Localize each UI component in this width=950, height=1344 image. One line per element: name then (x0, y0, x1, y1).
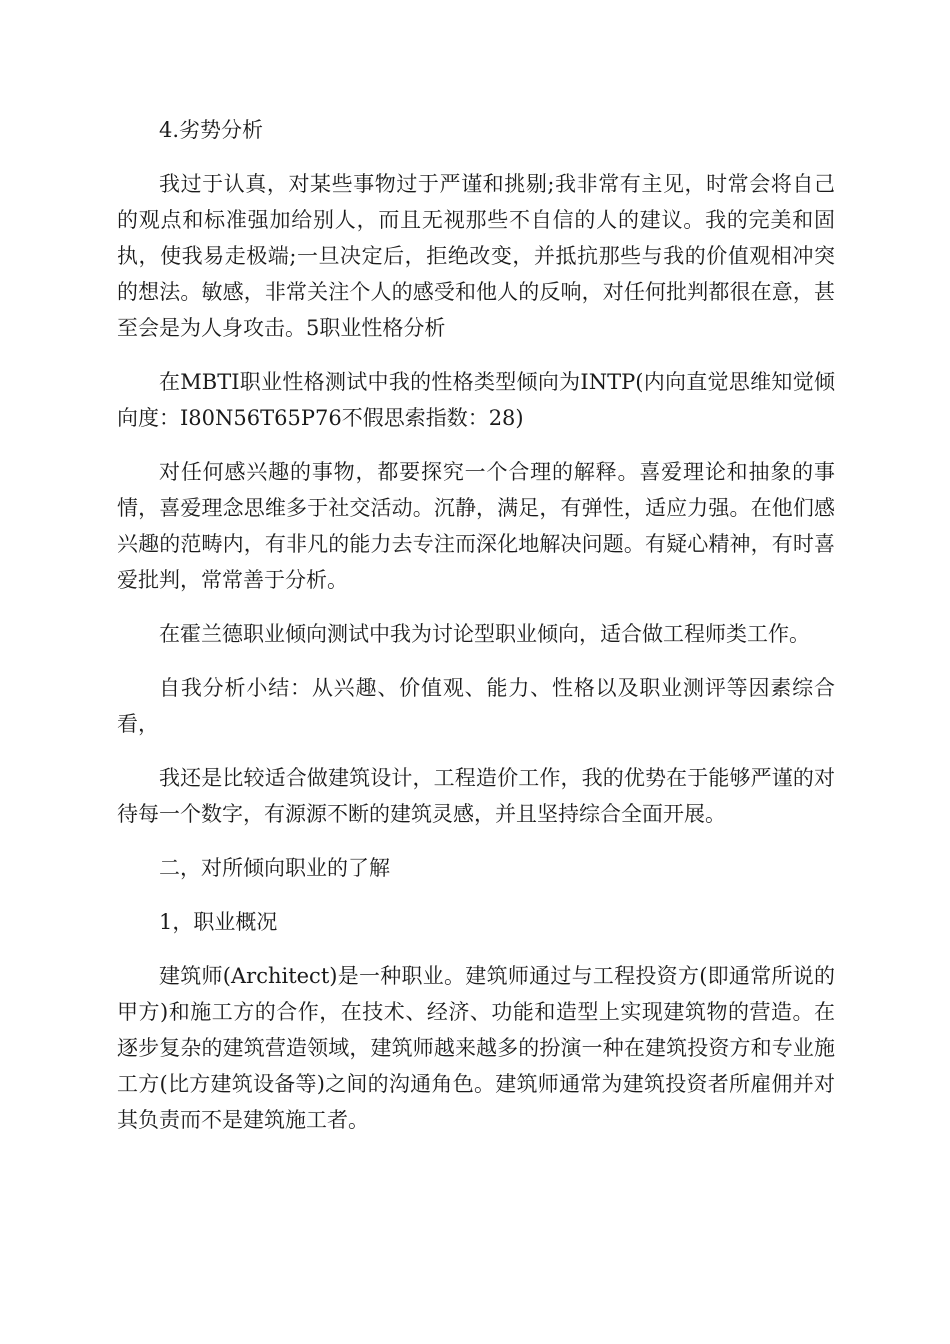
paragraph-holland-result: 在霍兰德职业倾向测试中我为讨论型职业倾向，适合做工程师类工作。 (159, 622, 810, 646)
heading-career-understanding: 二，对所倾向职业的了解 (159, 856, 390, 880)
paragraph-intp-description: 对任何感兴趣的事物，都要探究一个合理的解释。喜爱理论和抽象的事情，喜爱理念思维多于社交活动。沉静，满足，有弹性，适应力强。在他们感兴趣的范畴内，有非凡的能力去专注而深化地解决问题。有疑心精神，有时喜爱批判，常常善于分析。 (117, 460, 835, 592)
paragraph-weakness-details: 我过于认真，对某些事物过于严谨和挑剔;我非常有主见，时常会将自己的观点和标准强加给别人，而且无视那些不自信的人的建议。我的完美和固执，使我易走极端;一旦决定后，拒绝改变，并抵抗那些与我的价值观相冲突的想法。敏感，非常关注个人的感受和他人的反响，对任何批判都很在意，甚至会是为人身攻击。5职业性格分析 (117, 172, 835, 340)
heading-career-overview: 1，职业概况 (159, 910, 278, 934)
paragraph-career-suitability: 我还是比较适合做建筑设计，工程造价工作，我的优势在于能够严谨的对待每一个数字，有源源不断的建筑灵感，并且坚持综合全面开展。 (117, 766, 835, 826)
document-body (117, 112, 835, 1156)
heading-weakness-analysis: 4.劣势分析 (159, 118, 264, 142)
paragraph-architect-overview: 建筑师(Architect)是一种职业。建筑师通过与工程投资方(即通常所说的甲方)和施工方的合作，在技术、经济、功能和造型上实现建筑物的营造。在逐步复杂的建筑营造领域，建筑师越来越多的扮演一种在建筑投资方和专业施工方(比方建筑设备等)之间的沟通角色。建筑师通常为建筑投资者所雇佣并对其负责而不是建筑施工者。 (117, 964, 835, 1132)
paragraph-mbti-result: 在MBTI职业性格测试中我的性格类型倾向为INTP(内向直觉思维知觉倾向度：I80N56T65P76不假思索指数：28) (117, 370, 835, 430)
paragraph-self-analysis-summary: 自我分析小结：从兴趣、价值观、能力、性格以及职业测评等因素综合看， (117, 676, 835, 736)
